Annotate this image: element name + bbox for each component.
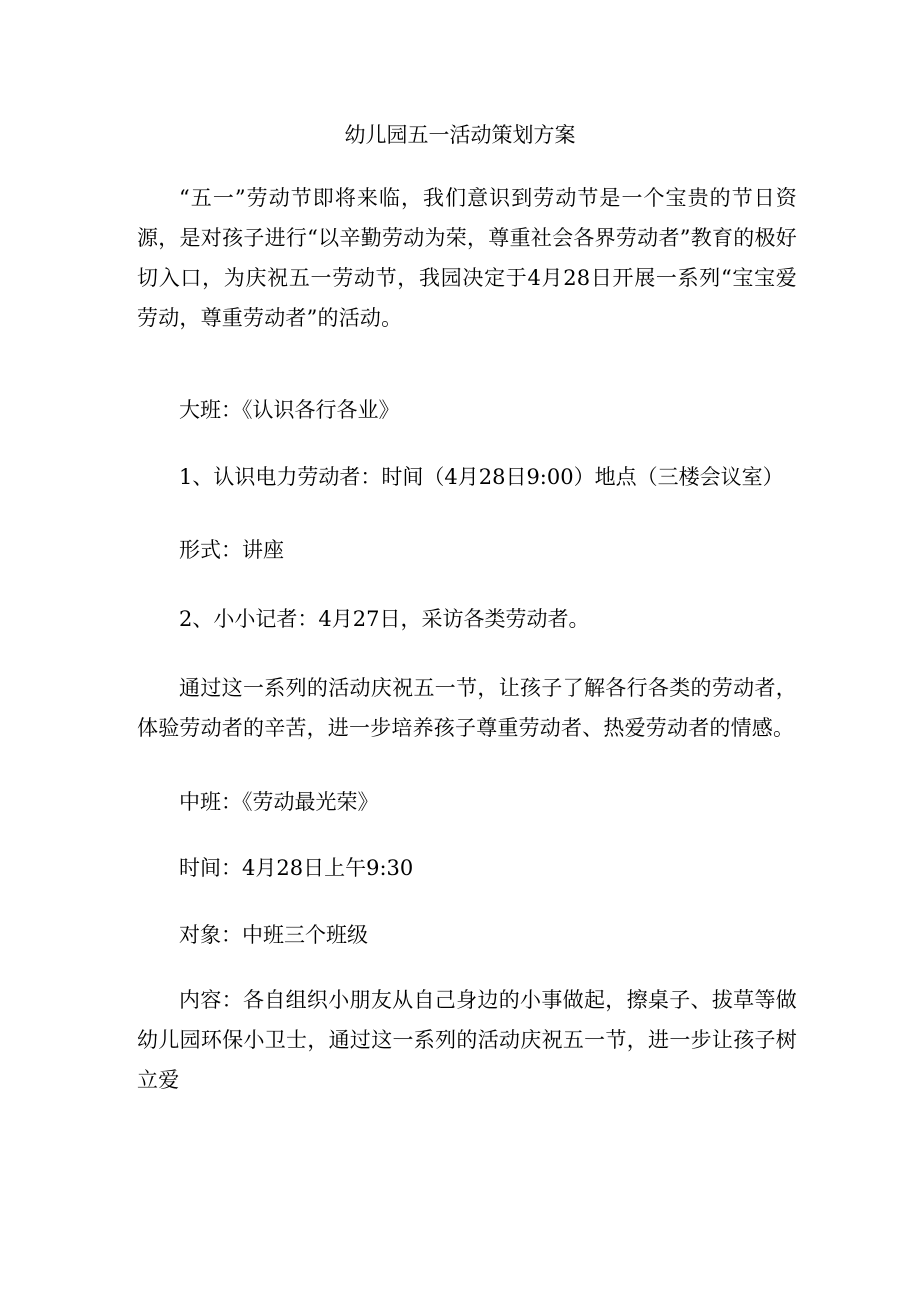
big-class-item-2: 2、小小记者：4月27日，采访各类劳动者。 <box>179 607 590 631</box>
middle-class-content: 内容：各自组织小朋友从自己身边的小事做起，擦桌子、拔草等做幼儿园环保小卫士，通过这一系列的活动庆祝五一节，进一步让孩子树立爱 <box>137 988 797 1092</box>
big-class-form: 形式：讲座 <box>179 538 284 562</box>
big-class-item-1: 1、认识电力劳动者：时间（4月28日9:00）地点（三楼会议室） <box>179 465 784 489</box>
intro-paragraph: “五一”劳动节即将来临，我们意识到劳动节是一个宝贵的节日资源，是对孩子进行“以辛勤劳动为荣，尊重社会各界劳动者”教育的极好切入口，为庆祝五一劳动节，我园决定于4月28日开展一系列“宝宝爱劳动，尊重劳动者”的活动。 <box>137 186 797 330</box>
big-class-summary: 通过这一系列的活动庆祝五一节，让孩子了解各行各类的劳动者，体验劳动者的辛苦，进一步培养孩子尊重劳动者、热爱劳动者的情感。 <box>137 676 797 740</box>
middle-class-heading: 中班：《劳动最光荣》 <box>179 790 379 814</box>
document-title: 幼儿园五一活动策划方案 <box>344 123 576 147</box>
middle-class-target: 对象：中班三个班级 <box>179 923 368 947</box>
big-class-heading: 大班：《认识各行各业》 <box>179 398 400 422</box>
middle-class-time: 时间：4月28日上午9:30 <box>179 856 414 880</box>
